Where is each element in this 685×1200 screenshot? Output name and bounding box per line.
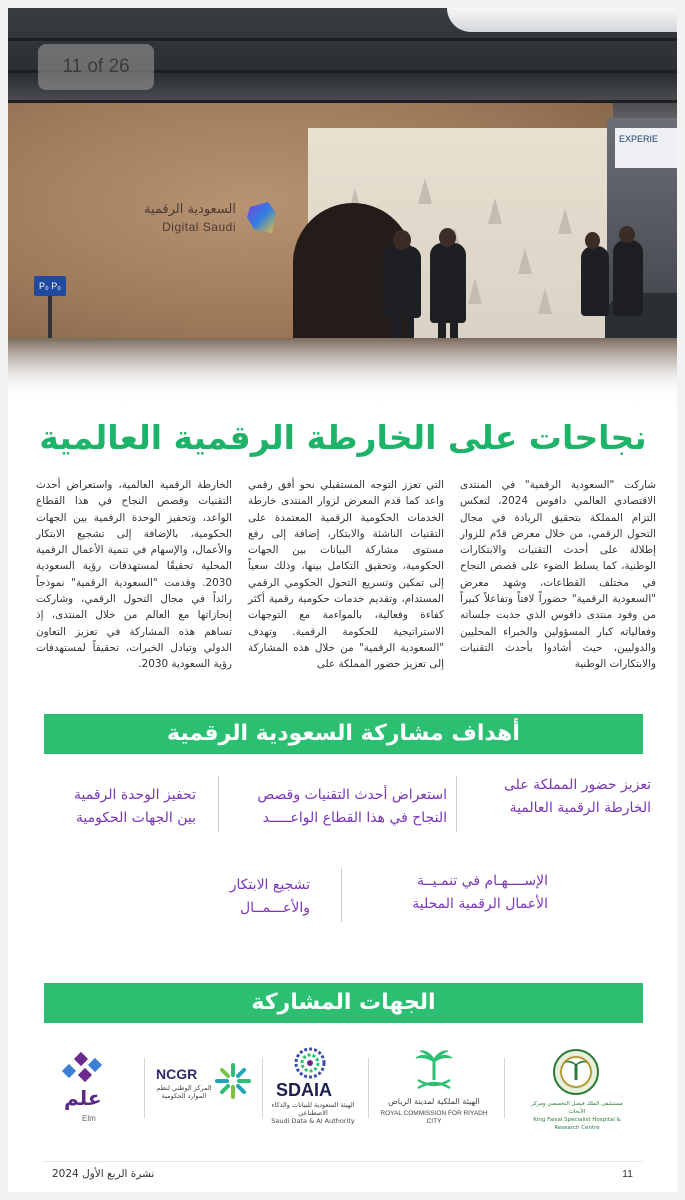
rcrc-logo (374, 1048, 494, 1134)
digital-saudi-sign (120, 196, 280, 244)
visitor-figure (613, 240, 643, 316)
goal-line: تحفيز الوحدة الرقمية (74, 787, 196, 803)
goal-line: تعزيز حضور المملكة على (503, 777, 651, 793)
visitor-head (619, 226, 635, 243)
newsletter-page (8, 8, 677, 1192)
visitor-head (393, 230, 411, 250)
palm-swords-emblem-icon (412, 1048, 456, 1092)
digital-saudi-logo-icon (244, 199, 280, 237)
goal-divider (456, 776, 457, 832)
goal-line: استعراض أحدث التقنيات وقصص (257, 787, 447, 803)
ncgr-star-icon (214, 1062, 252, 1100)
rcrc-caption-arabic: الهيئة الملكية لمدينة الرياض (388, 1097, 480, 1106)
adjacent-sign: EXPERIE (615, 128, 677, 168)
goal-line: تشجيع الابتكار (229, 877, 310, 893)
sign-arabic: السعودية الرقمية (143, 202, 236, 217)
visitor-figure (430, 243, 466, 323)
article-column-3: الخارطة الرقمية العالمية، واستعراض أحدث التقنيات وقصص النجاح في هذا القطاع الواعد، وتحفيز الوحدة الرقمية بين الجهات الحكومية، بالإضافة إلى تشجيع الابتكار والأعمال، والإسهام في تنمية الأعمال الرقمية المحلية تحقيقًا لمستهدفات رؤية السعودية 2030. وقدمت "السعودية الرقمية" نموذجاً رائداً في مجال التحول الرقمي، وشاركت إنجازاتها مع العالم من خلال المنتدى، إذ تساهم هذه المشاركة في تعزيز التعاون الدولي وتبادل الخبرات، تحقيقاً لمستهدفات رؤية السعودية 2030. (36, 479, 232, 671)
goal-line: الخارطة الرقمية العالمية (509, 800, 651, 816)
image-counter: 11 of 26 (38, 44, 154, 90)
sdaia-mark-icon (292, 1046, 328, 1080)
participant-logos (44, 1038, 643, 1138)
sign-english: Digital Saudi (162, 220, 236, 234)
goals-heading: أهداف مشاركة السعودية الرقمية (44, 714, 643, 754)
goal-line: الإســــهـام في تنمـيــة (416, 873, 548, 889)
ncgr-wordmark: NCGR (156, 1066, 198, 1082)
goal-line: الأعمال الرقمية المحلية (412, 896, 548, 912)
ncgr-caption: المركز الوطني لنظم الموارد الحكومية (156, 1084, 212, 1100)
elm-logo (58, 1050, 128, 1130)
footer-divider (42, 1161, 643, 1162)
elm-wordmark-arabic: علم (64, 1086, 102, 1110)
elm-wordmark-english: Elm (82, 1114, 96, 1123)
visitor-head (439, 228, 456, 247)
article-column-1: شاركت "السعودية الرقمية" في المنتدى الاقتصادي العالمي دافوس 2024، لتعكس التزام المملكة بتحقيق الريادة في مجال التحول الرقمي، من خلال معرض قدّم للزوار إطلالة على أحدث التقنيات والابتكارات الوطنية، كما يسلط الضوء على قصص النجاح في مختلف القطاعات، وشهد معرض "السعودية الرقمية" حضوراً لافتاً وتفاعلاً كبيراً من وفود منتدى دافوس الذي جذبت جلساته وفعالياته كبار المسؤولين والخبراء المحليين والدوليين، حيث أشادوا بأحدث التقنيات والابتكارات الوطنية (460, 479, 656, 671)
visitor-figure (581, 246, 609, 316)
goal-item (190, 874, 310, 920)
parking-sign: P₀ P₀ (34, 276, 66, 296)
goal-item (363, 870, 548, 916)
sdaia-logo (270, 1046, 360, 1132)
sdaia-wordmark: SDAIA (276, 1080, 333, 1100)
goal-item (46, 784, 196, 830)
goal-line: النجاح في هذا القطاع الواعـــــد (262, 810, 447, 826)
goal-line: والأعـــمــال (239, 900, 310, 916)
publication-name: نشرة الربع الأول 2024 (52, 1168, 155, 1180)
article-title: نجاحات على الخارطة الرقمية العالمية (39, 418, 647, 457)
goal-item (481, 774, 651, 820)
goal-divider (341, 868, 342, 922)
kfshrc-emblem-icon (552, 1048, 600, 1096)
visitor-figure (383, 246, 421, 318)
article-body (30, 477, 656, 692)
article-column-2: التي تعزز التوجه المستقبلي نحو أفق رقمي واعد كما قدم المعرض لزوار المنتدى خارطة الخدمات الحكومية الرقمية المعتمدة على التقنيات الناشئة والابتكار، إضافة إلى رفع مستوى مشاركة البيانات بين الجهات الحكومية، وتحقيق التكامل بينها، وذلك سعياً إلى تمكين وتسريع التحول الحكومي الرقمي المستدام، وتقديم خدمات حكومية رقمية أكثر كفاءة وفعالية، بالمواءمة مع التوجهات الاستراتيجية للحكومة الرقمية. وتهدف "السعودية الرقمية" من خلال هذه المشاركة إلى تعزيز حضور المملكة على (248, 479, 444, 671)
goal-line: بين الجهات الحكومية (75, 810, 196, 826)
sdaia-caption: الهيئة السعودية للبيانات والذكاء الاصطناعي Saudi Data & AI Authority (271, 1101, 355, 1125)
kfshrc-caption: مستشفى الملك فيصل التخصصي ومركز الأبحاث King Faisal Specialist Hospital & Research Centre (531, 1101, 623, 1131)
visitor-head (585, 232, 600, 249)
goal-divider (218, 776, 219, 832)
ncgr-logo (156, 1066, 254, 1126)
page-number: 11 (622, 1168, 633, 1180)
participants-heading: الجهات المشاركة (44, 983, 643, 1023)
goal-item (232, 784, 447, 830)
kfshrc-logo (522, 1048, 632, 1134)
rcrc-caption-english: ROYAL COMMISSION FOR RIYADH CITY (380, 1110, 488, 1125)
